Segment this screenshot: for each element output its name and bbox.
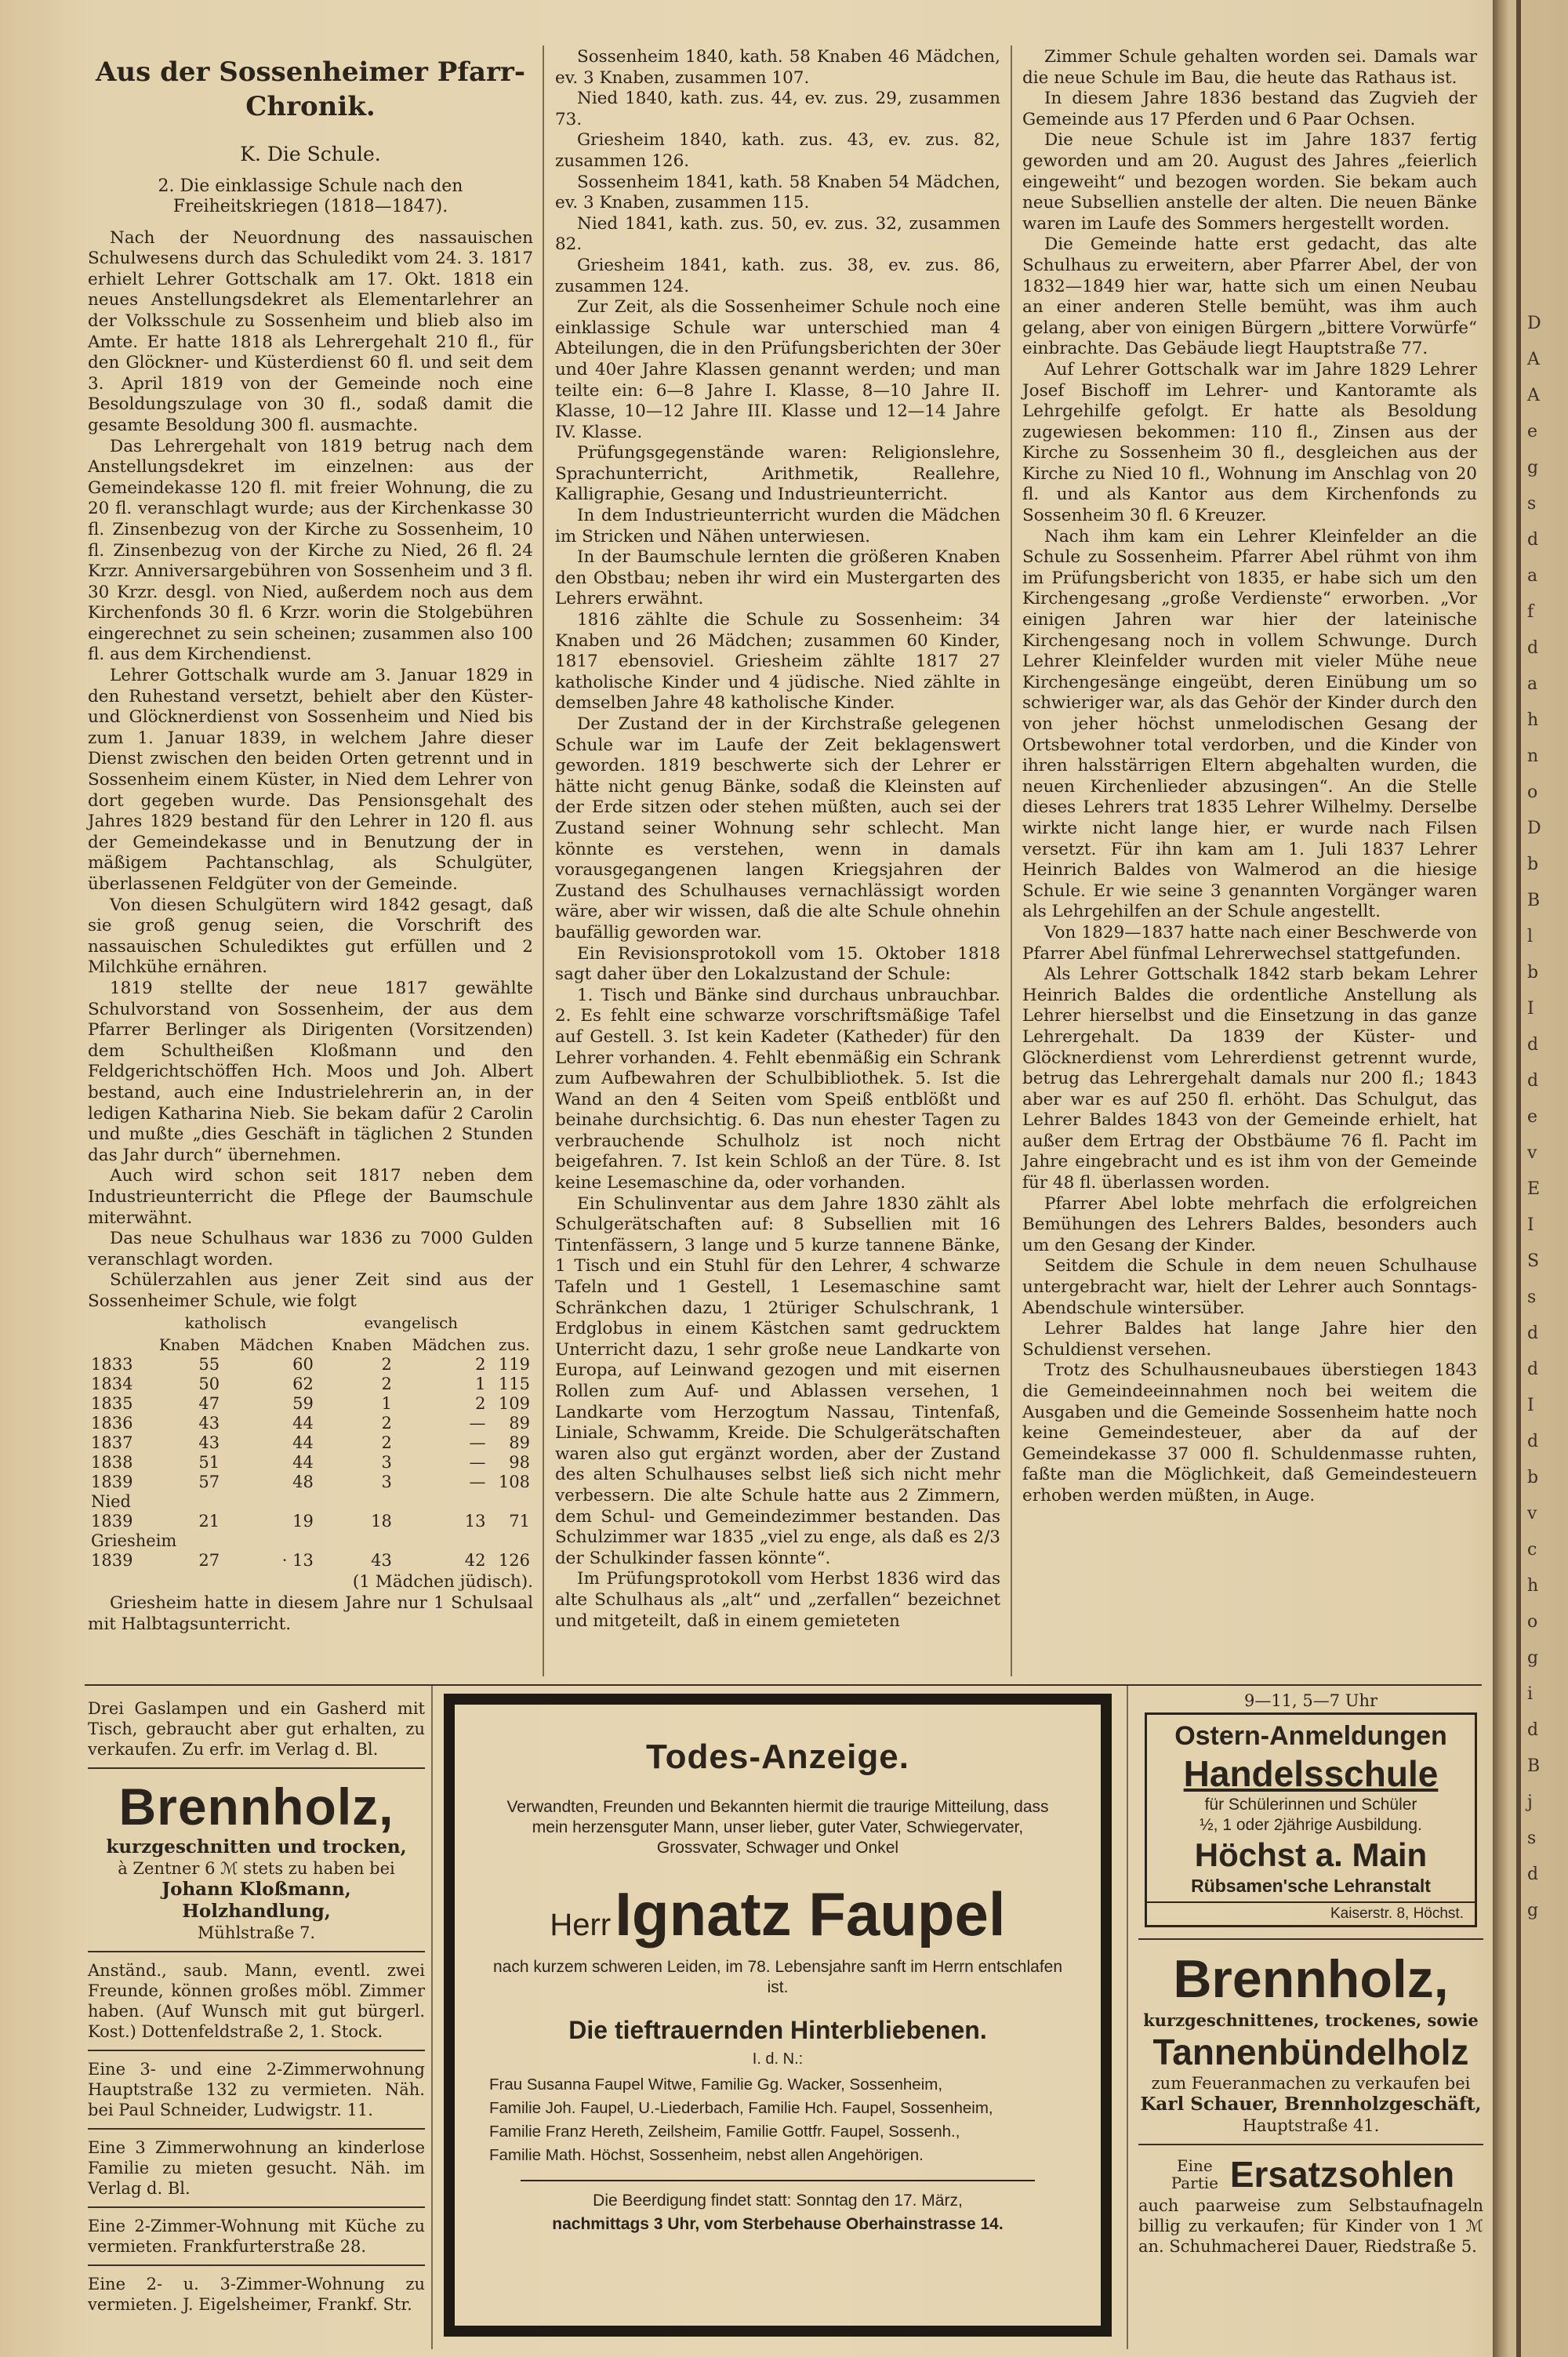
ad-gaslampen: Drei Gaslampen und ein Gasherd mit Tisch, gebraucht aber gut erhalten, zu verkaufen. Zu erfr. im Verlag d. Bl.	[88, 1699, 425, 1759]
edge-text-fragment: d	[1527, 530, 1539, 550]
table-cell: 109	[498, 1394, 530, 1414]
table-header-cell: Mädchen	[239, 1335, 314, 1355]
mourner-family-line: Familie Franz Hereth, Zeilsheim, Familie Gottfr. Faupel, Sossenh.,	[489, 2123, 960, 2141]
edge-text-fragment: A	[1527, 386, 1540, 405]
table-cell: 2	[381, 1433, 392, 1453]
table-cell: 1836	[91, 1414, 133, 1433]
article-paragraph: In dem Industrieunterricht wurden die Mädchen im Stricken und Nähen unterwiesen.	[555, 506, 1000, 547]
table-cell: 98	[509, 1453, 530, 1473]
ad-handelsschule-address: Kaiserstr. 8, Höchst.	[1147, 1901, 1475, 1925]
table-row	[88, 1375, 533, 1394]
edge-text-fragment: o	[1527, 1612, 1538, 1632]
table-cell: 27	[198, 1551, 220, 1571]
table-cell: 21	[198, 1512, 220, 1531]
classified-ad: Eine 3 Zimmerwohnung an kinderlose Familie zu mieten gesucht. Näh. im Verlag d. Bl.	[88, 2138, 425, 2198]
article-paragraph: Zur Zeit, als die Sossenheimer Schule noch eine einklassige Schule war unterschied man 4 Abteilungen, die in den Prüfungsberichten der 30er und 40er Jahre Klassen genannt werden; und man teilte ein: 6—8 Jahre I. Klasse, 8—10 Jahre II. Klasse, 10—12 Jahre III. Klasse und 12—14 Jahre IV. Klasse.	[555, 297, 1000, 442]
article-paragraph: Ein Schulinventar aus dem Jahre 1830 zählt als Schulgerätschaften auf: 8 Subsellien mit 16 Tintenfässern, 3 lange und 5 kurze tannene Bänke, 1 Tisch und ein Stuhl für den Lehrer, 4 schwarze Tafeln und 1 Gestell, 1 Lesemaschine samt Schränkchen dazu, 1 2türiger Schulschrank, 1 Erdglobus in einem Kästchen samt gedrucktem Unterricht dazu, 1 sehr große neue Landkarte von Europa, auf Leinwand gezogen und mit eisernen Rollen zum Auf- und Ablassen versehen, 1 Landkarte vom Herzogtum Nassau, Tintenfaß, Liniale, Schwamm, Kreide. Die Schulgerätschaften waren also gut ergänzt worden, aber der Zustand des alten Schulhauses selbst ließ sich nicht mehr verbessern. Die alte Schule hatte aus 2 Zimmern, dem Schul- und Gemeindezimmer bestanden. Das Schulzimmer war 1835 „viel zu enge, als daß es 2/3 der Schulkinder fassen könnte“.	[555, 1193, 1000, 1568]
ad-line: à Zentner 6 ℳ stets zu haben bei	[118, 1859, 395, 1878]
edge-text-fragment: D	[1527, 819, 1541, 838]
ad-line: zum Feueranmachen zu verkaufen bei	[1151, 2074, 1471, 2093]
edge-text-fragment: d	[1527, 1035, 1539, 1055]
table-cell: 60	[292, 1355, 314, 1375]
table-cell: 19	[292, 1512, 314, 1531]
edge-text-fragment: g	[1527, 1901, 1539, 1920]
table-cell: —	[469, 1414, 486, 1433]
table-cell: 50	[198, 1375, 220, 1394]
table-cell: 1837	[91, 1433, 133, 1453]
table-group-label: Nied	[91, 1492, 131, 1512]
edge-text-fragment: h	[1527, 710, 1539, 730]
right-ads-column	[1138, 1691, 1483, 2257]
ad-ersatzsohlen	[1138, 2153, 1483, 2257]
article-paragraph: Auch wird schon seit 1817 neben dem Industrieunterricht die Pflege der Baumschule miterwähnt.	[88, 1166, 533, 1228]
article-paragraph: Griesheim 1840, kath. zus. 43, ev. zus. 82, zusammen 126.	[555, 130, 1000, 171]
edge-text-fragment: h	[1527, 1576, 1539, 1596]
ad-text: auch paarweise zum Selbstaufnageln billig zu verkaufen; für Kinder von 1 ℳ an. Schuhmacherei Dauer, Riedstraße 5.	[1138, 2196, 1483, 2256]
edge-text-fragment: I	[1527, 1396, 1534, 1415]
edge-text-fragment: e	[1527, 1107, 1538, 1127]
edge-text-fragment: d	[1527, 1071, 1539, 1091]
article-paragraph: 1819 stellte der neue 1817 gewählte Schulvorstand von Sossenheim, der aus dem Pfarrer Berlinger als Dirigenten (Vorsitzenden) dem Schultheißen Kloßmann und den Feldgerichtschöffen Hch. Moos und Joh. Albert bestand, auch eine Industrielehrerin an, in der ledigen Katharina Nieb. Sie bekam dafür 2 Carolin und mußte „dies Geschäft in täglichen 2 Stunden das Jahr durch“ übernehmen.	[88, 978, 533, 1165]
subsection-heading: 2. Die einklassige Schule nach den Freiheitskriegen (1818—1847).	[158, 176, 463, 216]
ads-rule	[1127, 1686, 1128, 2349]
article-paragraph: 1816 zählte die Schule zu Sossenheim: 34 Knaben und 26 Mädchen; zusammen 60 Kinder, 1817 ebensoviel. Griesheim zählte 1817 27 katholische Kinder und 4 jüdische. Nied zählte in demselben Jahre 48 katholische Kinder.	[555, 610, 1000, 714]
article-paragraph: Das Lehrergehalt von 1819 betrug nach dem Anstellungsdekret im einzelnen: aus der Gemeindekasse 120 fl. mit freier Wohnung, die zu 20 fl. veranschlagt wurde; aus der Kirchenkasse 30 fl. Zinsenbezug von der Kirche zu Sossenheim, 10 fl. Zinsenbezug von der Kirche zu Nied, 26 fl. 24 Krzr. Anniversargebühren von Sossenheim und 3 fl. 30 Krzr. desgl. von Nied, außerdem noch aus dem Kirchenfonds 30 fl. 6 Krzr. worin die Stolgebühren eingerechnet zu sein scheinen; zusammen also 100 fl. aus dem Kirchendienst.	[88, 436, 533, 665]
mourner-family-line: Familie Math. Höchst, Sossenheim, nebst allen Angehörigen.	[489, 2146, 924, 2164]
ad-handelsschule-name: Handelsschule	[1183, 1753, 1439, 1794]
article-paragraph: Griesheim hatte in diesem Jahre nur 1 Schulsaal mit Halbtagsunterricht.	[88, 1593, 533, 1634]
table-cell: · 13	[281, 1551, 314, 1571]
edge-text-fragment: B	[1527, 891, 1541, 910]
edge-text-fragment: e	[1527, 422, 1538, 441]
table-row	[88, 1453, 533, 1473]
edge-text-fragment: I	[1527, 999, 1534, 1019]
article-paragraph: Als Lehrer Gottschalk 1842 starb bekam Lehrer Heinrich Baldes die ordentliche Anstellung als Lehrer hierselbst und die Einsetzung in das ganze Lehrergehalt. Da 1839 der Küster- und Glöcknerdienst vom Lehrerdienst getrennt wurde, betrug das Lehrergehalt damals nur 200 fl.; 1843 aber war es auf 250 fl. erhöht. Das Schulgut, das Lehrer Baldes 1843 von der Gemeinde erhielt, hat außer dem Ertrag der Obstbäume 76 fl. Pacht im Jahre eingebracht und es ist ihm von der Gemeinde für 48 fl. überlassen worden.	[1022, 964, 1477, 1193]
table-cell: 55	[198, 1355, 220, 1375]
article-paragraph: Lehrer Baldes hat lange Jahre hier den Schuldienst versehen.	[1022, 1319, 1477, 1360]
ad-title: Ersatzsohlen	[1229, 2154, 1455, 2195]
article-paragraph: Nach der Neuordnung des nassauischen Schulwesens durch das Schuledikt vom 24. 3. 1817 erhielt Lehrer Gottschalk am 17. Okt. 1818 ein neues Anstellungsdekret als Elementarlehrer an der Volksschule zu Sossenheim und blieb also im Amte. Er hatte 1818 als Lehrergehalt 210 fl., für den Glöckner- und Küsterdienst 60 fl. und seit dem 3. April 1819 von der Gemeinde noch eine Besoldungszulage von 30 fl., sodaß damit die gesamte Besoldung 300 fl. ausmachte.	[88, 227, 533, 435]
classified-ad: Eine 3- und eine 2-Zimmerwohnung Hauptstraße 132 zu vermieten. Näh. bei Paul Schneider, Ludwigstr. 11.	[88, 2060, 425, 2119]
ads-rule	[431, 1686, 433, 2349]
table-cell: 57	[198, 1473, 220, 1492]
table-cell: 71	[509, 1512, 530, 1531]
table-cell: 13	[464, 1512, 486, 1531]
table-cell: 43	[371, 1551, 392, 1571]
article-paragraph: 1. Tisch und Bänke sind durchaus unbrauchbar. 2. Es fehlt eine schwarze vorschriftsmäßige Tafel auf Gestell. 3. Ist kein Kadeter (Katheder) für den Lehrer vorhanden. 4. Fehlt ebenmäßig ein Schrank zum Aufbewahren der Schulbibliothek. 5. Ist die Wand an den 4 Seiten vom Speiß entblößt und beinahe durchsichtig. 6. Das nun ehester Tagen zu verbrauchende Schulholz ist noch nicht beigefahren. 7. Ist kein Schloß an der Türe. 8. Ist keine Lesemaschine da, oder vorhanden.	[555, 985, 1000, 1193]
deceased-name: Ignatz Faupel	[615, 1879, 1006, 1948]
table-cell: 59	[292, 1394, 314, 1414]
section-heading: K. Die Schule.	[240, 143, 381, 165]
edge-text-fragment: a	[1527, 674, 1538, 694]
table-cell: 1833	[91, 1355, 133, 1375]
table-header-cell	[88, 1335, 144, 1355]
edge-text-fragment: s	[1527, 1287, 1537, 1307]
table-cell: 2	[475, 1355, 486, 1375]
ad-line: für Schülerinnen und Schüler	[1204, 1796, 1417, 1814]
article-paragraph: Im Prüfungsprotokoll vom Herbst 1836 wird das alte Schulhaus als „alt“ und „zerfallen“ bezeichnet und mitgeteilt, daß in einem gemieteten	[555, 1569, 1000, 1631]
table-cell: 62	[292, 1375, 314, 1394]
ads-separator	[85, 1684, 1482, 1686]
ad-handelsschule-city: Höchst a. Main	[1194, 1836, 1428, 1873]
ad-handelsschule-title: Ostern-Anmeldungen	[1174, 1721, 1447, 1751]
article-paragraph: Die Gemeinde hatte erst gedacht, das alte Schulhaus zu erweitern, aber Pfarrer Abel, der von 1832—1849 hier war, hatte sich um einen Neubau an einer anderen Stelle bemüht, was ihm auch gelang, aber von einigen Bürgern „bittere Vorwürfe“ einbrachte. Das Gebäude liegt Hauptstraße 77.	[1022, 234, 1477, 359]
table-row	[88, 1394, 533, 1414]
classified-ad: Anständ., saub. Mann, eventl. zwei Freunde, können großes möbl. Zimmer haben. (Auf Wunsch mit gut bürgerl. Kost.) Dottenfeldstraße 2, 1. Stock.	[88, 1961, 425, 2041]
edge-text-fragment: d	[1527, 1865, 1539, 1884]
edge-text-fragment: A	[1527, 350, 1540, 369]
table-cell: 1	[381, 1394, 392, 1414]
article-paragraph: In der Baumschule lernten die größeren Knaben den Obstbau; neben ihr wird ein Mustergarten des Lehrers erwähnt.	[555, 547, 1000, 609]
column-rule	[1011, 45, 1012, 1676]
article-paragraph: Lehrer Gottschalk wurde am 3. Januar 1829 in den Ruhestand versetzt, behielt aber den Küster- und Glöcknerdienst von Sossenheim und Nied bis zum 1. Januar 1839, in welchem Jahre dieser Dienst zwischen den beiden Orten getrennt und in Sossenheim einem Küster, in Nied dem Lehrer von dort gegeben wurde. Das Pensionsgehalt des Jahres 1829 bestand für den Lehrer in 120 fl. aus der Gemeindekasse und in Benutzung der in mäßigem Pachtanschlag, als Schulgüter, überlassenen Feldgüter von der Gemeinde.	[88, 666, 533, 894]
table-cell: 89	[509, 1433, 530, 1453]
edge-text-fragment: c	[1527, 1540, 1537, 1560]
article-paragraph: Von diesen Schulgütern wird 1842 gesagt, daß sie groß genug seien, die Vorschrift des nassauischen Schulediktes gut erfüllen und 2 Milchkühe ernähren.	[88, 895, 533, 978]
article-paragraph: Griesheim 1841, kath. zus. 38, ev. zus. 86, zusammen 124.	[555, 255, 1000, 296]
ad-subtitle: kurzgeschnitten und trocken,	[106, 1836, 407, 1858]
edge-text-fragment: a	[1527, 566, 1538, 586]
ad-name: Karl Schauer, Brennholzgeschäft,	[1140, 2094, 1482, 2115]
table-cell: 2	[381, 1375, 392, 1394]
column-rule	[543, 45, 544, 1676]
ad-subtitle: kurzgeschnittenes, trockenes, sowie	[1143, 2010, 1479, 2030]
table-group-protestant: evangelisch	[364, 1313, 459, 1333]
table-cell: 48	[292, 1473, 314, 1492]
left-ads-column	[88, 1698, 425, 2315]
ad-address: Hauptstraße 41.	[1242, 2116, 1380, 2135]
article-paragraph: Auf Lehrer Gottschalk war im Jahre 1829 Lehrer Josef Bischoff im Lehrer- und Kantoramte als Lehrgehilfe gefolgt. Er hatte als Besoldung zugewiesen bekommen: 110 fl., Zinsen aus der Kirche zu Sossenheim 30 fl., desgleichen aus der Kirche zu Nied 10 fl., Wohnung im Anschlag von 20 fl. und als Kantor aus dem Kirchenfonds zu Sossenheim 30 fl. 6 Kreuzer.	[1022, 359, 1477, 526]
pupil-statistics-table	[88, 1335, 533, 1571]
article-paragraph: Nied 1841, kath. zus. 50, ev. zus. 32, zusammen 82.	[555, 213, 1000, 255]
ad-pre: Eine Partie	[1171, 2156, 1218, 2192]
edge-text-fragment: v	[1527, 1504, 1537, 1524]
ad-handelsschule	[1145, 1712, 1477, 1927]
edge-text-fragment: S	[1527, 1251, 1540, 1271]
mourner-family-line: Familie Joh. Faupel, U.-Liederbach, Familie Hch. Faupel, Sossenheim,	[489, 2099, 993, 2117]
table-group-catholic: katholisch	[184, 1313, 267, 1333]
table-cell: 51	[198, 1453, 220, 1473]
table-cell: 1	[475, 1375, 486, 1394]
table-cell: 89	[509, 1414, 530, 1433]
edge-text-fragment: B	[1527, 1756, 1541, 1776]
edge-text-fragment: d	[1527, 1432, 1539, 1451]
article-paragraph: Seitdem die Schule in dem neuen Schulhause untergebracht war, hielt der Lehrer auch Sonntags-Abendschule wintersüber.	[1022, 1256, 1477, 1318]
table-cell: 3	[381, 1453, 392, 1473]
edge-text-fragment: f	[1527, 602, 1534, 622]
death-notice-intro: Verwandten, Freunden und Bekannten hiermit die traurige Mitteilung, dass mein herzensguter Mann, unser lieber, guter Vater, Schwiegervater, Grossvater, Schwager und Onkel	[506, 1798, 1049, 1857]
table-row	[88, 1433, 533, 1453]
article-paragraph: Zimmer Schule gehalten worden sei. Damals war die neue Schule im Bau, die heute das Rathaus ist.	[1022, 47, 1477, 88]
table-note: (1 Mädchen jüdisch).	[352, 1572, 533, 1593]
article-paragraph: Der Zustand der in der Kirchstraße gelegenen Schule war im Laufe der Zeit beklagenswert geworden. 1819 beschwerte sich der Lehrer er hätte nicht genug Bänke, sodaß die Kleinsten auf der Erde sitzen oder stehen müßten, auch sei der Zustand seiner Wohnung sehr schlecht. Man könnte es verstehen, wenn in damals vorausgegangenen langen Kriegsjahren der Zustand des Schulhauses vernachlässigt worden wäre, aber wir wissen, daß die alte Schule ohnehin baufällig geworden war.	[555, 714, 1000, 942]
table-cell: 1839	[91, 1551, 133, 1571]
article-paragraph: Nied 1840, kath. zus. 44, ev. zus. 29, zusammen 73.	[555, 89, 1000, 129]
edge-text-fragment: s	[1527, 494, 1537, 514]
death-notice-idn: I. d. N.:	[752, 2050, 804, 2068]
edge-text-fragment: E	[1527, 1179, 1541, 1199]
table-header-cell: Knaben	[331, 1335, 392, 1355]
ad-name: Johann Kloßmann, Holzhandlung,	[162, 1879, 351, 1922]
school-hours: 9—11, 5—7 Uhr	[1243, 1691, 1378, 1710]
funeral-info-line-2: nachmittags 3 Uhr, vom Sterbehause Oberhainstrasse 14.	[552, 2215, 1004, 2233]
edge-text-fragment: D	[1527, 314, 1541, 333]
edge-text-fragment: g	[1527, 458, 1539, 478]
table-cell: 108	[498, 1473, 530, 1492]
death-notice-title: Todes-Anzeige.	[646, 1738, 909, 1776]
article-column-3	[1022, 47, 1477, 1507]
adjacent-page-edge	[1493, 0, 1568, 2357]
table-cell: 44	[292, 1433, 314, 1453]
article-paragraph: Sossenheim 1841, kath. 58 Knaben 54 Mädchen, ev. 3 Knaben, zusammen 115.	[555, 172, 1000, 213]
article-paragraph: Die neue Schule ist im Jahre 1837 fertig geworden und am 20. August des Jahres „feierlich eingeweiht“ und bezogen worden. Sie bekam auch neue Subsellien anstelle der alten. Die neuen Bänke waren im Laufe des Sommers hergestellt worden.	[1022, 130, 1477, 234]
table-cell: 2	[381, 1414, 392, 1433]
ad-title: Brennholz,	[1173, 1949, 1449, 2009]
article-column-1	[88, 47, 533, 1635]
table-cell: 1839	[91, 1512, 133, 1531]
table-cell: 42	[464, 1551, 486, 1571]
edge-text-fragment: o	[1527, 783, 1538, 802]
article-paragraph: In diesem Jahre 1836 bestand das Zugvieh der Gemeinde aus 17 Pferden und 6 Paar Ochsen.	[1022, 89, 1477, 129]
ad-line: ½, 1 oder 2jährige Ausbildung.	[1200, 1816, 1422, 1834]
article-paragraph: Ein Revisionsprotokoll vom 15. Oktober 1818 sagt daher über den Lokalzustand der Schule:	[555, 943, 1000, 985]
ad-brennholz-schauer	[1138, 1948, 1483, 2136]
table-cell: 2	[475, 1394, 486, 1414]
edge-text-fragment: b	[1527, 1468, 1539, 1487]
article-paragraph: Schülerzahlen aus jener Zeit sind aus der Sossenheimer Schule, wie folgt	[88, 1270, 533, 1311]
edge-text-fragment: n	[1527, 746, 1539, 766]
ad-brennholz-klossmann	[88, 1777, 425, 1943]
table-row	[88, 1414, 533, 1433]
classified-ad: Eine 2- u. 3-Zimmer-Wohnung zu vermieten. J. Eigelsheimer, Frankf. Str.	[88, 2275, 425, 2314]
table-cell: 119	[498, 1355, 530, 1375]
edge-text-fragment: d	[1527, 1360, 1539, 1379]
edge-text-fragment: s	[1527, 1829, 1537, 1848]
edge-text-fragment: b	[1527, 963, 1539, 982]
edge-text-fragment: d	[1527, 638, 1539, 658]
table-cell: 44	[292, 1453, 314, 1473]
table-cell: 43	[198, 1433, 220, 1453]
edge-text-fragment: g	[1527, 1648, 1539, 1668]
table-header-cell: Knaben	[158, 1335, 220, 1355]
ad-address: Mühlstraße 7.	[197, 1923, 316, 1942]
table-cell: —	[469, 1473, 486, 1492]
classified-ad: Eine 2-Zimmer-Wohnung mit Küche zu vermieten. Frankfurterstraße 28.	[88, 2217, 425, 2256]
table-cell: 1835	[91, 1394, 133, 1414]
funeral-info-line-1: Die Beerdigung findet statt: Sonntag den 17. März,	[593, 2192, 963, 2210]
table-row	[88, 1512, 533, 1531]
edge-text-fragment: l	[1527, 927, 1534, 946]
edge-text-fragment: v	[1527, 1143, 1537, 1163]
mourner-family-line: Frau Susanna Faupel Witwe, Familie Gg. Wacker, Sossenheim,	[489, 2076, 943, 2094]
table-cell: 44	[292, 1414, 314, 1433]
death-notice	[444, 1694, 1112, 2337]
article-column-2	[555, 47, 1000, 1632]
death-notice-herr: Herr	[550, 1908, 612, 1942]
table-cell: 1839	[91, 1473, 133, 1492]
edge-text-fragment: j	[1527, 1792, 1533, 1812]
table-row	[88, 1473, 533, 1492]
article-paragraph: Nach ihm kam ein Lehrer Kleinfelder an die Schule zu Sossenheim. Pfarrer Abel rühmt von ihm im Prüfungsbericht von 1835, er habe sich um den Kirchengesang „große Verdienste“ erworben. „Vor einigen Jahren war hier der lateinische Kirchengesang noch in vollem Schwunge. Durch Lehrer Kleinfelder wurden mit vieler Mühe neue Kirchengesänge eingeübt, deren Einübung um so schwieriger war, als das Gehör der Kinder durch den von jeher höchst unmelodischen Gesang der Ortsbewohner total verdorben, und die Kinder von ihren halsstärrigen Eltern abgehalten wurden, die neuen Kirchenlieder abzusingen“. An die Stelle dieses Lehrers trat 1835 Lehrer Wilhelmy. Derselbe wirkte nicht lange hier, er wurde nach Filsen versetzt. Für ihn kam am 1. Juli 1837 Lehrer Heinrich Baldes von Walmerod an die hiesige Schule. Er wie seine 3 genannten Vorgänger waren als Lehrgehilfen an der Schule angestellt.	[1022, 526, 1477, 922]
table-cell: 43	[198, 1414, 220, 1433]
table-cell: 126	[498, 1551, 530, 1571]
edge-text-fragment: I	[1527, 1215, 1534, 1235]
table-cell: 115	[498, 1375, 530, 1394]
table-group-label: Griesheim	[91, 1531, 177, 1551]
article-paragraph: Prüfungsgegenstände waren: Religionslehre, Sprachunterricht, Arithmetik, Reallehre, Kalligraphie, Gesang und Industrieunterricht.	[555, 443, 1000, 505]
edge-text-fragment: i	[1527, 1684, 1534, 1704]
table-cell: 1838	[91, 1453, 133, 1473]
article-paragraph: Von 1829—1837 hatte nach einer Beschwerde von Pfarrer Abel fünfmal Lehrerwechsel stattgefunden.	[1022, 922, 1477, 964]
table-cell: 47	[198, 1394, 220, 1414]
table-row	[88, 1355, 533, 1375]
article-paragraph: Pfarrer Abel lobte mehrfach die erfolgreichen Bemühungen des Lehrers Baldes, besonders auch um den Gesang der Kinder.	[1022, 1193, 1477, 1255]
edge-text-fragment: d	[1527, 1720, 1539, 1740]
table-cell: 3	[381, 1473, 392, 1492]
death-notice-mourners: Die tieftrauernden Hinterbliebenen.	[568, 2016, 987, 2044]
table-header-cell: Mädchen	[412, 1335, 486, 1355]
article-title: Aus der Sossenheimer Pfarr-Chronik.	[96, 56, 525, 122]
table-cell: 18	[371, 1512, 392, 1531]
table-group-label-row	[88, 1492, 533, 1512]
table-group-label-row	[88, 1531, 533, 1551]
table-cell: —	[469, 1453, 486, 1473]
article-paragraph: Das neue Schulhaus war 1836 zu 7000 Gulden veranschlagt worden.	[88, 1229, 533, 1269]
table-header-cell: zus.	[498, 1335, 530, 1355]
ad-line: Rübsamen'sche Lehranstalt	[1191, 1876, 1431, 1896]
table-cell: 2	[381, 1355, 392, 1375]
table-row	[88, 1551, 533, 1571]
table-cell: 1834	[91, 1375, 133, 1394]
article-paragraph: Sossenheim 1840, kath. 58 Knaben 46 Mädchen, ev. 3 Knaben, zusammen 107.	[555, 47, 1000, 88]
ad-title-2: Tannenbündelholz	[1152, 2032, 1469, 2072]
edge-text-fragment: b	[1527, 855, 1539, 874]
ad-title: Brennholz,	[118, 1778, 394, 1836]
article-paragraph: Trotz des Schulhausneubaues überstiegen 1843 die Gemeindeeinnahmen noch bei weitem die Ausgaben und die Gemeinde Sossenheim hatte noch keine Gemeindesteuer, aber da auf der Gemeindekasse 37 000 fl. Schuldenmasse ruhten, faßte man die Möglichkeit, daß Gemeindesteuern erhoben werden müßten, in Auge.	[1022, 1360, 1477, 1505]
table-cell: —	[469, 1433, 486, 1453]
death-notice-after: nach kurzem schweren Leiden, im 78. Lebensjahre sanft im Herrn entschlafen ist.	[492, 1958, 1063, 1996]
edge-text-fragment: d	[1527, 1324, 1539, 1343]
